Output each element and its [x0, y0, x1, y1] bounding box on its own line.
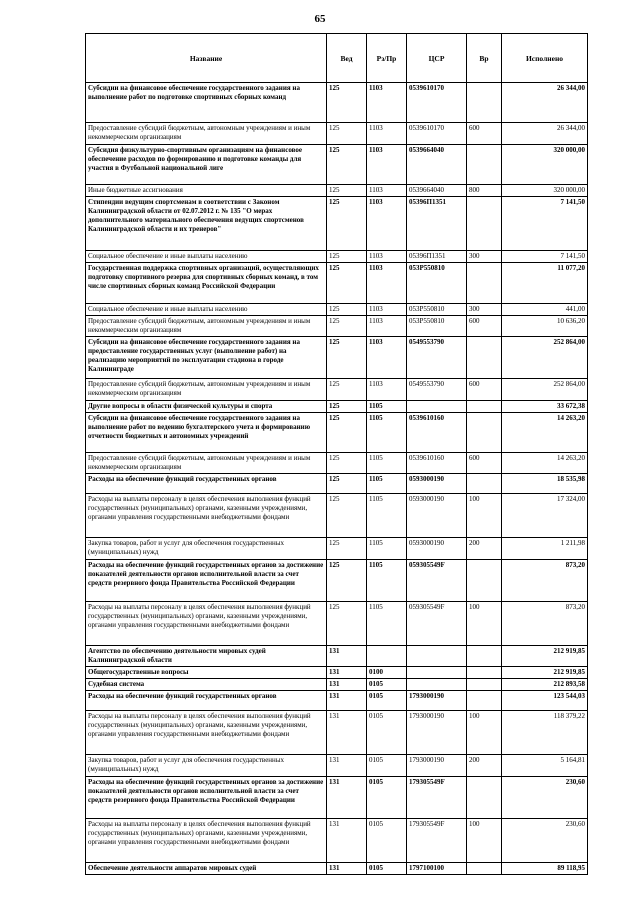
- cell-vr: [467, 560, 502, 602]
- cell-csr: 1797100100: [407, 863, 467, 875]
- cell-name: Расходы на выплаты персоналу в целях обеспечения выполнения функций государственных (муниципальных) органами, казенными учреждениями, органами управления государственными внебюджетными фондами: [86, 602, 327, 646]
- cell-vr: [467, 263, 502, 304]
- cell-ved: 131: [327, 691, 367, 711]
- cell-vr: [467, 667, 502, 679]
- cell-rzpr: 1103: [367, 263, 407, 304]
- table-header: [86, 34, 588, 83]
- cell-rzpr: 1105: [367, 413, 407, 453]
- table-row: [86, 197, 588, 251]
- cell-rzpr: 1105: [367, 474, 407, 494]
- cell-sum: 14 263,20: [502, 413, 588, 453]
- cell-name: Предоставление субсидий бюджетным, автономным учреждениям и иным некоммерческим организациям: [86, 379, 327, 401]
- cell-vr: [467, 197, 502, 251]
- cell-rzpr: 1105: [367, 538, 407, 560]
- cell-ved: 125: [327, 401, 367, 413]
- cell-name: Другие вопросы в области физической культуры и спорта: [86, 401, 327, 413]
- table-row: [86, 494, 588, 538]
- table-row: [86, 755, 588, 777]
- cell-ved: 131: [327, 667, 367, 679]
- cell-ved: 131: [327, 755, 367, 777]
- cell-ved: 125: [327, 197, 367, 251]
- table-row: [86, 123, 588, 145]
- cell-csr: 0549553790: [407, 379, 467, 401]
- cell-ved: 131: [327, 679, 367, 691]
- table-row: [86, 538, 588, 560]
- cell-ved: 125: [327, 123, 367, 145]
- cell-name: Социальное обеспечение и иные выплаты населению: [86, 304, 327, 316]
- cell-vr: 800: [467, 185, 502, 197]
- table-row: [86, 316, 588, 337]
- cell-rzpr: 0105: [367, 755, 407, 777]
- table-row: [86, 453, 588, 474]
- cell-ved: 125: [327, 337, 367, 379]
- cell-sum: 873,20: [502, 602, 588, 646]
- cell-ved: 131: [327, 863, 367, 875]
- cell-ved: 125: [327, 538, 367, 560]
- cell-sum: 230,60: [502, 819, 588, 863]
- cell-sum: 320 000,00: [502, 145, 588, 185]
- cell-name: Предоставление субсидий бюджетным, автономным учреждениям и иным некоммерческим организациям: [86, 316, 327, 337]
- cell-rzpr: 1103: [367, 185, 407, 197]
- page-number: 65: [314, 13, 326, 25]
- cell-sum: 118 379,22: [502, 711, 588, 755]
- cell-ved: 125: [327, 379, 367, 401]
- cell-name: Обеспечение деятельности аппаратов мировых судей: [86, 863, 327, 875]
- cell-csr: 053Р550810: [407, 263, 467, 304]
- cell-sum: 17 324,00: [502, 494, 588, 538]
- table-row: [86, 819, 588, 863]
- cell-csr: 05396П1351: [407, 197, 467, 251]
- cell-csr: 053Р550810: [407, 316, 467, 337]
- cell-ved: 125: [327, 316, 367, 337]
- cell-sum: 252 864,00: [502, 337, 588, 379]
- cell-csr: 179305549F: [407, 777, 467, 819]
- header-rzpr: Рз/Пр: [367, 34, 407, 83]
- table-row: [86, 560, 588, 602]
- cell-name: Закупка товаров, работ и услуг для обеспечения государственных (муниципальных) нужд: [86, 538, 327, 560]
- cell-rzpr: 1103: [367, 251, 407, 263]
- cell-name: Иные бюджетные ассигнования: [86, 185, 327, 197]
- cell-vr: [467, 474, 502, 494]
- cell-rzpr: 0105: [367, 711, 407, 755]
- cell-vr: 600: [467, 453, 502, 474]
- table-row: [86, 337, 588, 379]
- cell-vr: 100: [467, 494, 502, 538]
- cell-ved: 131: [327, 646, 367, 667]
- cell-sum: 33 672,38: [502, 401, 588, 413]
- cell-vr: [467, 83, 502, 123]
- cell-csr: 179305549F: [407, 819, 467, 863]
- cell-vr: 600: [467, 316, 502, 337]
- table-row: [86, 777, 588, 819]
- cell-csr: [407, 401, 467, 413]
- budget-table: [85, 33, 588, 875]
- cell-sum: 873,20: [502, 560, 588, 602]
- cell-name: Субсидии на финансовое обеспечение государственного задания на выполнение работ по подготовке спортивных сборных команд: [86, 83, 327, 123]
- cell-sum: 18 535,98: [502, 474, 588, 494]
- cell-rzpr: 1105: [367, 560, 407, 602]
- cell-ved: 125: [327, 474, 367, 494]
- cell-vr: [467, 413, 502, 453]
- cell-name: Судебная система: [86, 679, 327, 691]
- cell-sum: 10 636,20: [502, 316, 588, 337]
- cell-sum: 230,60: [502, 777, 588, 819]
- cell-vr: 300: [467, 304, 502, 316]
- cell-ved: 125: [327, 494, 367, 538]
- cell-vr: [467, 777, 502, 819]
- cell-ved: 131: [327, 819, 367, 863]
- cell-sum: 441,00: [502, 304, 588, 316]
- cell-rzpr: 1105: [367, 401, 407, 413]
- cell-sum: 11 077,20: [502, 263, 588, 304]
- cell-csr: [407, 679, 467, 691]
- cell-csr: 1793000190: [407, 711, 467, 755]
- cell-name: Субсидия физкультурно-спортивным организациям на финансовое обеспечение расходов по формированию и подготовке команды для участия в Футбольной национальной лиге: [86, 145, 327, 185]
- cell-rzpr: 1103: [367, 83, 407, 123]
- cell-name: Расходы на обеспечение функций государственных органов: [86, 474, 327, 494]
- cell-name: Агентство по обеспечению деятельности мировых судей Калининградской области: [86, 646, 327, 667]
- table-row: [86, 711, 588, 755]
- cell-vr: 300: [467, 251, 502, 263]
- cell-ved: 125: [327, 304, 367, 316]
- cell-ved: 125: [327, 602, 367, 646]
- cell-sum: 26 344,00: [502, 123, 588, 145]
- cell-csr: 0539610170: [407, 83, 467, 123]
- cell-vr: 100: [467, 602, 502, 646]
- cell-csr: 0539610160: [407, 413, 467, 453]
- cell-sum: 5 164,81: [502, 755, 588, 777]
- cell-rzpr: 1103: [367, 145, 407, 185]
- cell-name: Общегосударственные вопросы: [86, 667, 327, 679]
- cell-sum: 320 000,00: [502, 185, 588, 197]
- cell-csr: 0593000190: [407, 538, 467, 560]
- cell-vr: 600: [467, 123, 502, 145]
- table-row: [86, 646, 588, 667]
- cell-rzpr: 1103: [367, 337, 407, 379]
- header-vr: Вр: [467, 34, 502, 83]
- cell-rzpr: 1103: [367, 304, 407, 316]
- table-row: [86, 263, 588, 304]
- cell-csr: 1793000190: [407, 755, 467, 777]
- cell-csr: 0593000190: [407, 494, 467, 538]
- cell-rzpr: 1105: [367, 453, 407, 474]
- cell-ved: 125: [327, 560, 367, 602]
- cell-ved: 125: [327, 413, 367, 453]
- cell-ved: 125: [327, 185, 367, 197]
- cell-vr: [467, 863, 502, 875]
- cell-ved: 131: [327, 777, 367, 819]
- table-row: [86, 413, 588, 453]
- table-row: [86, 474, 588, 494]
- cell-ved: 131: [327, 711, 367, 755]
- cell-name: Предоставление субсидий бюджетным, автономным учреждениям и иным некоммерческим организациям: [86, 453, 327, 474]
- cell-rzpr: 1103: [367, 379, 407, 401]
- cell-sum: 26 344,00: [502, 83, 588, 123]
- cell-vr: [467, 337, 502, 379]
- cell-sum: 252 864,00: [502, 379, 588, 401]
- cell-name: Государственная поддержка спортивных организаций, осуществляющих подготовку спортивного резерва для спортивных сборных команд, в том числе спортивных сборных команд Российской Федерации: [86, 263, 327, 304]
- cell-sum: 212 893,58: [502, 679, 588, 691]
- cell-rzpr: 1105: [367, 602, 407, 646]
- cell-sum: 123 544,03: [502, 691, 588, 711]
- header-name: Название: [86, 34, 327, 83]
- header-csr: ЦСР: [407, 34, 467, 83]
- cell-rzpr: 0105: [367, 819, 407, 863]
- cell-csr: 059305549F: [407, 560, 467, 602]
- cell-name: Расходы на выплаты персоналу в целях обеспечения выполнения функций государственных (муниципальных) органами, казенными учреждениями, органами управления государственными внебюджетными фондами: [86, 494, 327, 538]
- cell-rzpr: 0105: [367, 679, 407, 691]
- cell-ved: 125: [327, 251, 367, 263]
- cell-name: Социальное обеспечение и иные выплаты населению: [86, 251, 327, 263]
- cell-ved: 125: [327, 145, 367, 185]
- table-row: [86, 691, 588, 711]
- cell-ved: 125: [327, 83, 367, 123]
- cell-csr: 0539610160: [407, 453, 467, 474]
- header-sum: Исполнено: [502, 34, 588, 83]
- cell-csr: 0539610170: [407, 123, 467, 145]
- header-ved: Вед: [327, 34, 367, 83]
- cell-csr: 05396П1351: [407, 251, 467, 263]
- cell-name: Расходы на обеспечение функций государственных органов за достижение показателей деятельности органов исполнительной власти за счет средств резервного фонда Правительства Российской Федерации: [86, 560, 327, 602]
- cell-rzpr: 1105: [367, 494, 407, 538]
- cell-name: Расходы на обеспечение функций государственных органов за достижение показателей деятельности органов исполнительной власти за счет средств резервного фонда Правительства Российской Федерации: [86, 777, 327, 819]
- cell-csr: 059305549F: [407, 602, 467, 646]
- cell-sum: 1 211,98: [502, 538, 588, 560]
- cell-name: Стипендии ведущим спортсменам в соответствии с Законом Калининградской области от 02.07.2012 г. № 135 "О мерах дополнительного материального обеспечения ведущих спортсменов Калининградской области и их тренеров": [86, 197, 327, 251]
- table-row: [86, 667, 588, 679]
- cell-vr: [467, 646, 502, 667]
- cell-sum: 7 141,50: [502, 251, 588, 263]
- cell-name: Расходы на выплаты персоналу в целях обеспечения выполнения функций государственных (муниципальных) органами, казенными учреждениями, органами управления государственными внебюджетными фондами: [86, 711, 327, 755]
- cell-vr: [467, 679, 502, 691]
- cell-vr: 100: [467, 819, 502, 863]
- table-row: [86, 401, 588, 413]
- table-row: [86, 83, 588, 123]
- cell-rzpr: 0105: [367, 691, 407, 711]
- cell-ved: 125: [327, 453, 367, 474]
- cell-csr: 1793000190: [407, 691, 467, 711]
- table-row: [86, 379, 588, 401]
- cell-rzpr: 0100: [367, 667, 407, 679]
- cell-vr: 600: [467, 379, 502, 401]
- cell-rzpr: 0105: [367, 777, 407, 819]
- table-row: [86, 863, 588, 875]
- cell-vr: [467, 145, 502, 185]
- table-row: [86, 304, 588, 316]
- cell-csr: 0549553790: [407, 337, 467, 379]
- cell-sum: 7 141,50: [502, 197, 588, 251]
- cell-rzpr: 1103: [367, 123, 407, 145]
- cell-name: Предоставление субсидий бюджетным, автономным учреждениям и иным некоммерческим организациям: [86, 123, 327, 145]
- table-row: [86, 251, 588, 263]
- cell-csr: [407, 667, 467, 679]
- table-row: [86, 679, 588, 691]
- cell-sum: 212 919,85: [502, 667, 588, 679]
- cell-csr: [407, 646, 467, 667]
- cell-rzpr: [367, 646, 407, 667]
- cell-csr: 0539664040: [407, 145, 467, 185]
- cell-ved: 125: [327, 263, 367, 304]
- cell-vr: 100: [467, 711, 502, 755]
- cell-rzpr: 0105: [367, 863, 407, 875]
- table-row: [86, 145, 588, 185]
- cell-name: Расходы на обеспечение функций государственных органов: [86, 691, 327, 711]
- cell-name: Субсидии на финансовое обеспечение государственного задания на предоставление государственных услуг (выполнение работ) на реализацию мероприятий по эксплуатации стадиона в городе Калининграде: [86, 337, 327, 379]
- cell-name: Расходы на выплаты персоналу в целях обеспечения выполнения функций государственных (муниципальных) органами, казенными учреждениями, органами управления государственными внебюджетными фондами: [86, 819, 327, 863]
- cell-vr: 200: [467, 755, 502, 777]
- cell-sum: 89 118,95: [502, 863, 588, 875]
- table-row: [86, 185, 588, 197]
- cell-name: Субсидии на финансовое обеспечение государственного задания на выполнение работ по ведению бухгалтерского учета и формированию отчетности бюджетных и автономных учреждений: [86, 413, 327, 453]
- cell-rzpr: 1103: [367, 197, 407, 251]
- cell-csr: 0539664040: [407, 185, 467, 197]
- cell-csr: 0593000190: [407, 474, 467, 494]
- cell-rzpr: 1103: [367, 316, 407, 337]
- table-row: [86, 602, 588, 646]
- cell-vr: [467, 401, 502, 413]
- cell-csr: 053Р550810: [407, 304, 467, 316]
- cell-vr: 200: [467, 538, 502, 560]
- cell-sum: 212 919,85: [502, 646, 588, 667]
- table-body: [86, 83, 588, 875]
- cell-sum: 14 263,20: [502, 453, 588, 474]
- cell-vr: [467, 691, 502, 711]
- cell-name: Закупка товаров, работ и услуг для обеспечения государственных (муниципальных) нужд: [86, 755, 327, 777]
